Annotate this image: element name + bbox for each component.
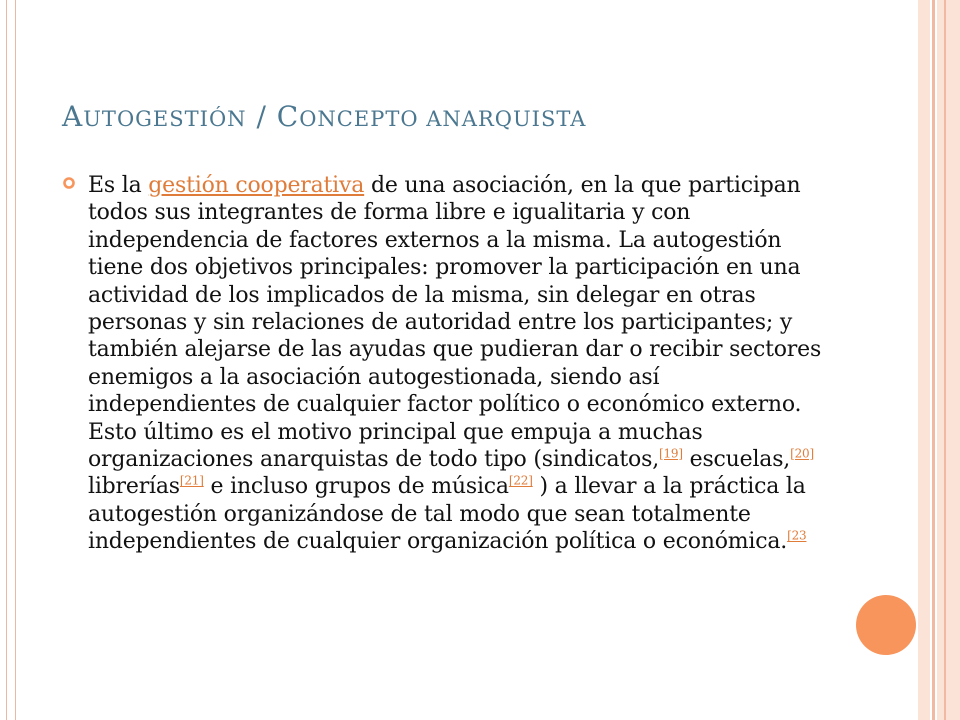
slide-title [62,100,586,133]
title-initial-a: A [62,100,84,133]
ref-link-23[interactable]: [23 [787,528,807,543]
ref-link-22[interactable]: [22] [508,474,533,489]
text-segment: librerías [88,474,180,500]
title-separator: / [246,100,277,133]
title-initial-c: C [276,100,300,133]
right-band-line-outer [944,0,946,720]
ref-link-20[interactable]: [20] [790,446,814,461]
ref-link-19[interactable]: [19] [659,446,683,461]
text-segment: de una asociación, en la que participan todos sus integrantes de forma libre e igualitaria y con independencia de factores externos a la misma. La autogestión tiene dos objetivos principales: promover la participación en una actividad de los implicados de la misma, sin delegar en otras personas y sin relaciones de autoridad entre los participantes; y también alejarse de las ayudas que pudieran dar o recibir sectores enemigos a la asociación autogestionada, siendo así independientes de cualquier factor político o económico externo. Esto último es el motivo principal que empuja a muchas organizaciones anarquistas de todo tipo (sindicatos, [88,173,822,473]
right-band-decoration [918,0,930,720]
ref-link-21[interactable]: [21] [179,474,204,489]
text-segment: escuelas, [682,447,791,473]
text-segment: ) a llevar a la práctica la autogestión organizándose de tal modo que sean totalmente independientes de cualquier organización política o económica. [88,474,806,555]
text-segment: Es la [88,173,149,198]
bullet-paragraph [88,172,828,556]
bullet-icon [62,176,76,190]
title-rest-a: UTOGESTIÓN [83,107,247,131]
title-rest-c: ONCEPTO ANARQUISTA [299,107,587,131]
left-border-decoration [6,0,16,720]
orange-circle-decoration [856,595,916,655]
text-segment: e incluso grupos de música [203,474,509,500]
right-band-decoration-outer [937,0,960,720]
link-gestion-cooperativa[interactable]: gestión cooperativa [148,173,365,198]
right-band-line [932,0,935,720]
